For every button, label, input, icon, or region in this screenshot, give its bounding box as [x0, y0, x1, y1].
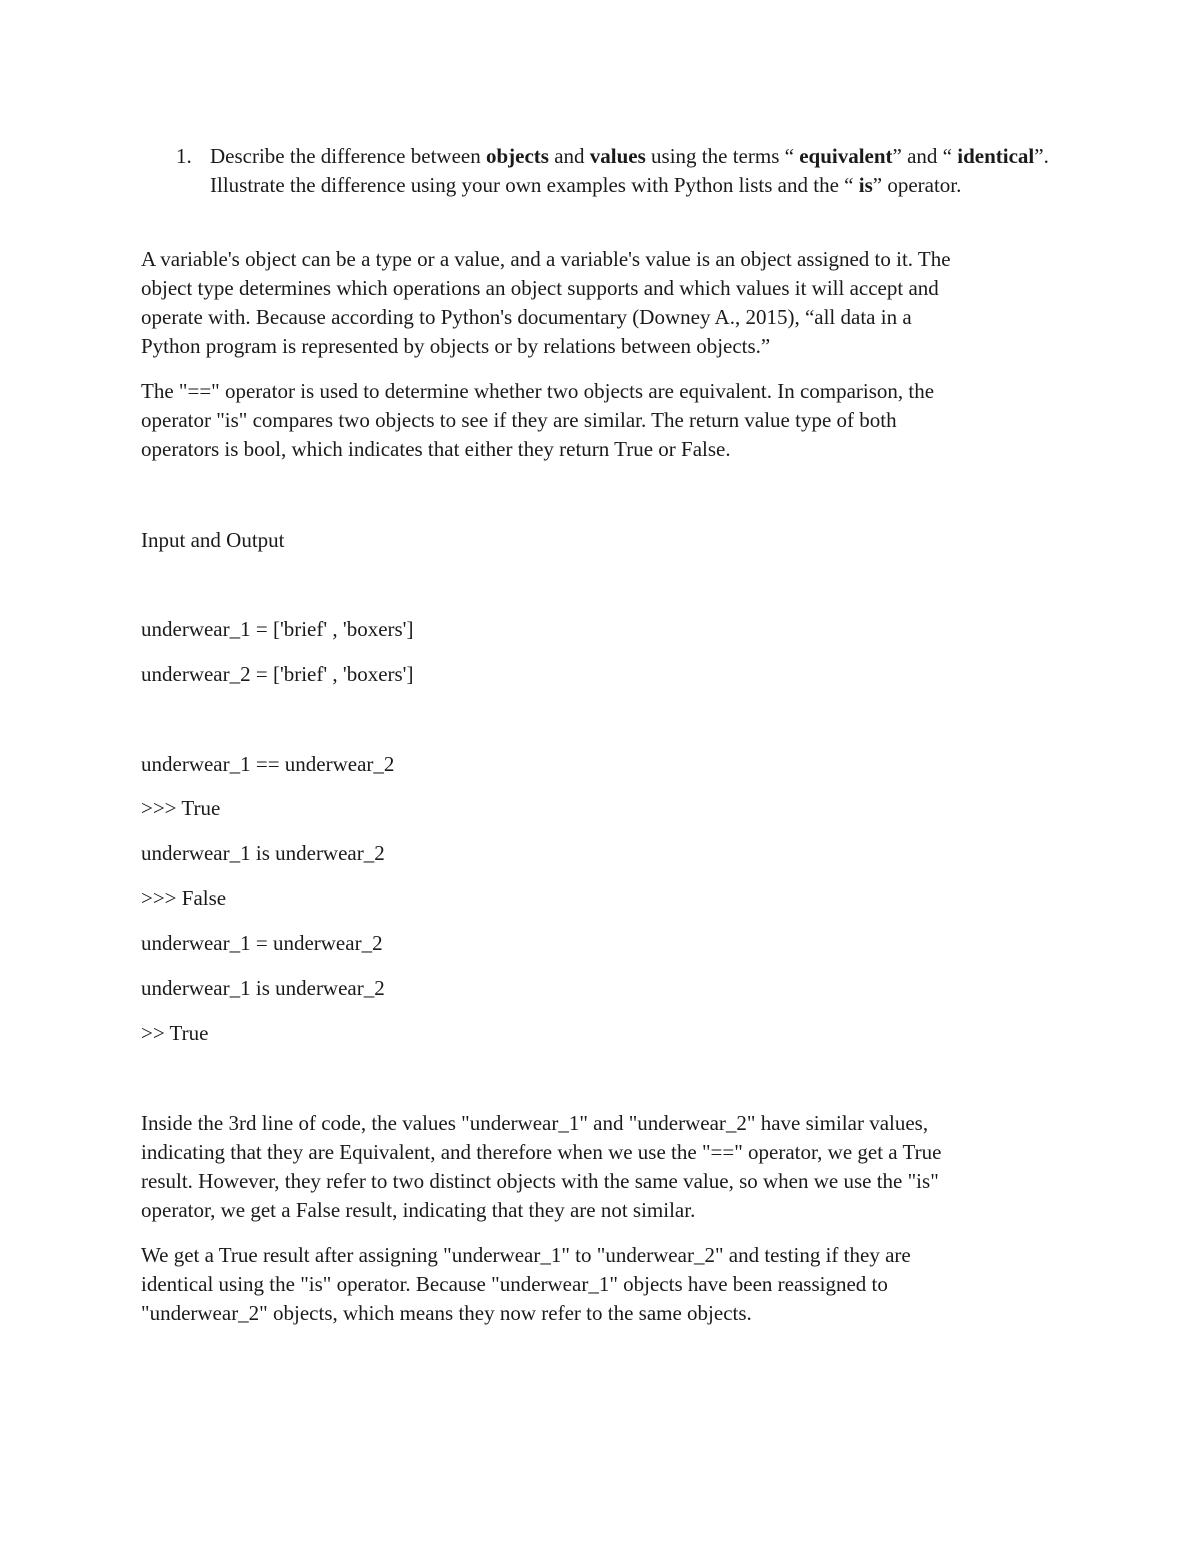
- code-line: underwear_1 = underwear_2: [141, 931, 383, 955]
- paragraph-line: object type determines which operations an object supports and which values it will accept and: [141, 276, 939, 300]
- code-line: underwear_2 = ['brief' , 'boxers']: [141, 662, 414, 686]
- paragraph-line: identical using the "is" operator. Because "underwear_1" objects have been reassigned to: [141, 1272, 888, 1296]
- question-text-part: ” operator.: [872, 173, 962, 197]
- code-line: underwear_1 is underwear_2: [141, 841, 385, 865]
- paragraph-line: indicating that they are Equivalent, and therefore when we use the "==" operator, we get a True: [141, 1140, 942, 1164]
- paragraph-line: result. However, they refer to two distinct objects with the same value, so when we use the "is": [141, 1169, 939, 1193]
- paragraph-line: operator, we get a False result, indicating that they are not similar.: [141, 1198, 696, 1222]
- paragraph-line: "underwear_2" objects, which means they now refer to the same objects.: [141, 1301, 752, 1325]
- question-text: [210, 142, 1056, 200]
- code-line: underwear_1 == underwear_2: [141, 752, 395, 776]
- code-line: underwear_1 is underwear_2: [141, 976, 385, 1000]
- paragraph-line: A variable's object can be a type or a value, and a variable's value is an object assigned to it. The: [141, 247, 951, 271]
- question-text-part: Describe the difference between: [210, 144, 486, 168]
- paragraph-line: We get a True result after assigning "underwear_1" to "underwear_2" and testing if they are: [141, 1243, 911, 1267]
- paragraph-line: Python program is represented by objects or by relations between objects.”: [141, 334, 771, 358]
- paragraph-line: Inside the 3rd line of code, the values "underwear_1" and "underwear_2" have similar values,: [141, 1111, 929, 1135]
- paragraph-line: The "==" operator is used to determine whether two objects are equivalent. In comparison, the: [141, 379, 935, 403]
- term-objects: objects: [485, 144, 549, 168]
- question-number: 1.: [176, 144, 192, 168]
- code-line: underwear_1 = ['brief' , 'boxers']: [141, 617, 414, 641]
- code-output: >> True: [141, 1021, 209, 1045]
- paragraph-line: operator "is" compares two objects to see if they are similar. The return value type of both: [141, 408, 897, 432]
- term-values: values: [589, 144, 646, 168]
- section-heading: Input and Output: [141, 528, 285, 552]
- paragraph-line: operators is bool, which indicates that either they return True or False.: [141, 437, 731, 461]
- term-equivalent: equivalent: [799, 144, 893, 168]
- question-text-part: ”. Illustrate the difference using your own examples with Python lists and the “: [210, 144, 1049, 197]
- question-text-part: and: [548, 144, 590, 168]
- code-output: >>> True: [141, 796, 221, 820]
- code-output: >>> False: [141, 886, 227, 910]
- question-text-part: ” and “: [892, 144, 958, 168]
- term-identical: identical: [957, 144, 1035, 168]
- term-is: is: [858, 173, 873, 197]
- question-text-part: using the terms “: [645, 144, 800, 168]
- paragraph-line: operate with. Because according to Python's documentary (Downey A., 2015), “all data in a: [141, 305, 912, 329]
